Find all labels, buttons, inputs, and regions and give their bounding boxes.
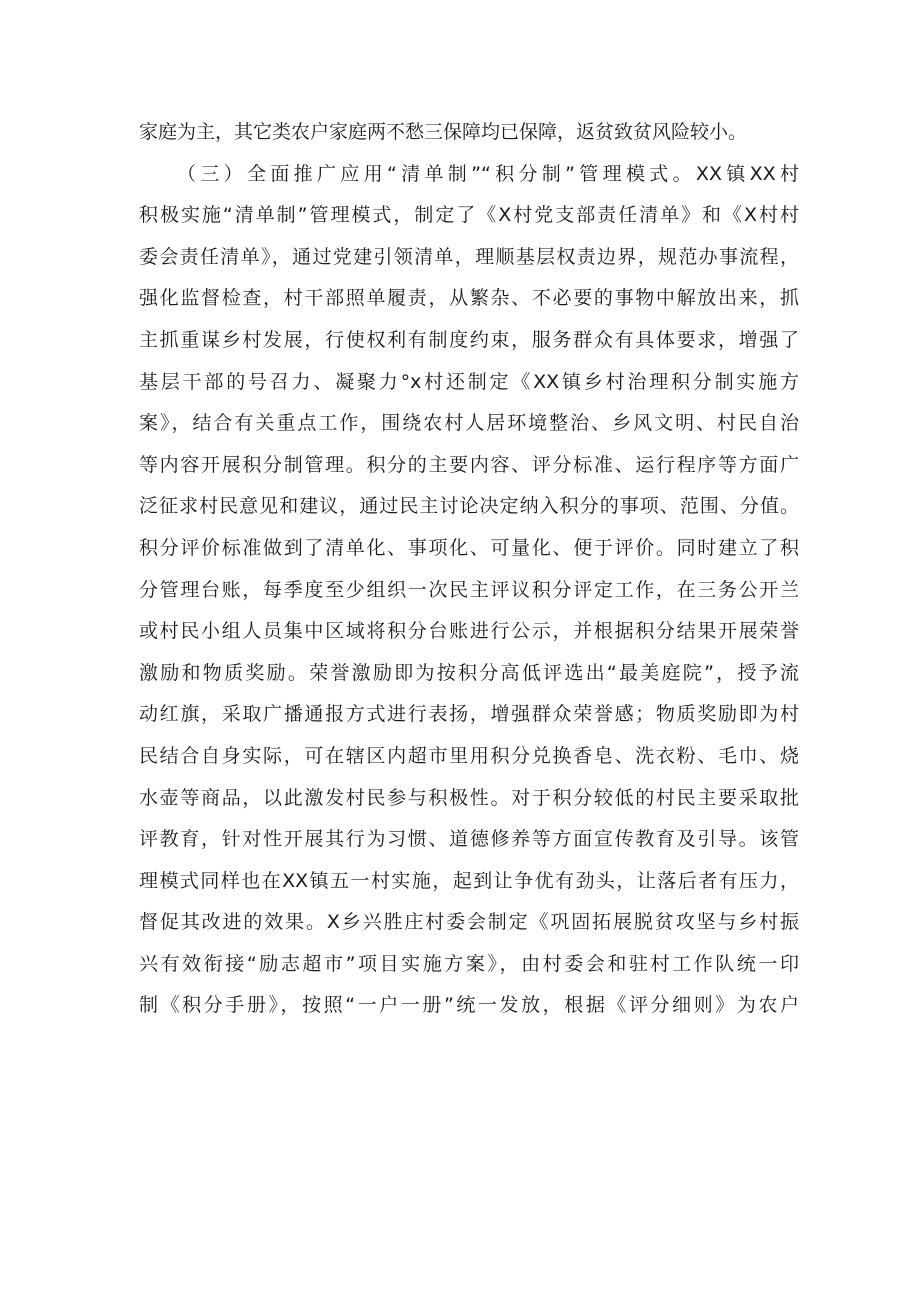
text-line: 制《积分手册》，按照“一户一册”统一发放，根据《评分细则》为农户 — [139, 994, 799, 1017]
text-line: 兴有效衔接“励志超市”项目实施方案》，由村委会和驻村工作队统一印 — [139, 952, 799, 975]
text-line: 基层干部的号召力、凝聚力°x村还制定《XX镇乡村治理积分制实施方 — [139, 370, 799, 393]
section-heading-line: （三）全面推广应用“清单制”“积分制”管理模式。XX镇XX村 — [177, 162, 799, 185]
text-line: 委会责任清单》，通过党建引领清单，理顺基层权责边界，规范办事流程， — [139, 245, 799, 268]
text-line: 分管理台账，每季度至少组织一次民主评议积分评定工作，在三务公开兰 — [139, 578, 799, 601]
text-line: 积极实施“清单制”管理模式，制定了《X村党支部责任清单》和《X村村 — [139, 204, 799, 227]
text-line: 激励和物质奖励。荣誉激励即为按积分高低评选出“最美庭院”，授予流 — [139, 661, 799, 684]
text-line: 家庭为主，其它类农户家庭两不愁三保障均已保障，返贫致贫风险较小。 — [139, 121, 748, 143]
text-line: 主抓重谋乡村发展，行使权利有制度约束，服务群众有具体要求，增强了 — [139, 328, 799, 351]
text-line: 泛征求村民意见和建议，通过民主讨论决定纳入积分的事项、范围、分值。 — [139, 495, 799, 518]
text-line: 强化监督检查，村干部照单履责，从繁杂、不必要的事物中解放出来，抓 — [139, 287, 799, 310]
text-line: 民结合自身实际，可在辖区内超市里用积分兑换香皂、洗衣粉、毛巾、烧 — [139, 744, 799, 767]
text-line: 积分评价标准做到了清单化、事项化、可量化、便于评价。同时建立了积 — [139, 536, 799, 559]
text-line: 水壶等商品，以此激发村民参与积极性。对于积分较低的村民主要采取批 — [139, 786, 799, 809]
text-line: 督促其改进的效果。X乡兴胜庄村委会制定《巩固拓展脱贫攻坚与乡村振 — [139, 911, 799, 934]
text-line: 等内容开展积分制管理。积分的主要内容、评分标准、运行程序等方面广 — [139, 453, 799, 476]
text-line: 理模式同样也在XX镇五一村实施，起到让争优有劲头，让落后者有压力， — [139, 869, 799, 892]
text-line: 或村民小组人员集中区域将积分台账进行公示，并根据积分结果开展荣誉 — [139, 620, 799, 643]
text-line: 案》，结合有关重点工作，围绕农村人居环境整治、乡风文明、村民自治 — [139, 412, 799, 435]
text-line: 动红旗，采取广播通报方式进行表扬，增强群众荣誉感；物质奖励即为村 — [139, 703, 799, 726]
document-body — [139, 112, 799, 1027]
text-line: 评教育，针对性开展其行为习惯、道德修养等方面宣传教育及引导。该管 — [139, 828, 799, 851]
